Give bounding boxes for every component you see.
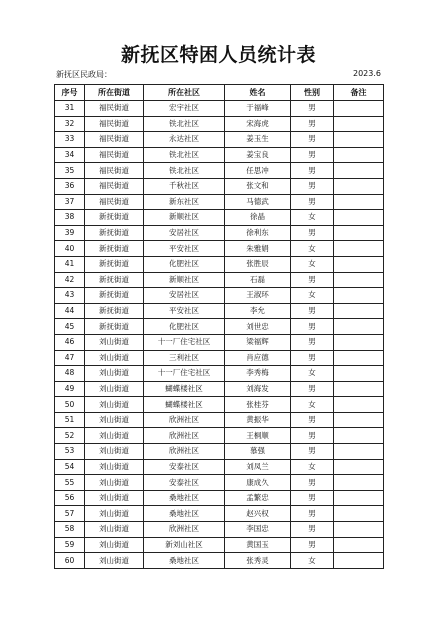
cell-street: 刘山街道 [85,490,144,506]
cell-name: 马德武 [225,194,291,210]
cell-index: 44 [55,303,85,319]
cell-street: 刘山街道 [85,397,144,413]
cell-remark [334,101,384,117]
cell-community: 欣洲社区 [144,428,225,444]
cell-remark [334,272,384,288]
cell-community: 铁北社区 [144,147,225,163]
cell-remark [334,132,384,148]
cell-index: 50 [55,397,85,413]
cell-gender: 男 [291,428,334,444]
cell-gender: 男 [291,272,334,288]
cell-street: 新抚街道 [85,210,144,226]
cell-community: 新顺社区 [144,210,225,226]
cell-remark [334,194,384,210]
cell-name: 黄国玉 [225,537,291,553]
table-row [55,210,384,226]
cell-index: 43 [55,288,85,304]
table-row [55,490,384,506]
cell-street: 福民街道 [85,163,144,179]
table-row [55,522,384,538]
cell-street: 新抚街道 [85,225,144,241]
cell-remark [334,366,384,382]
cell-gender: 男 [291,334,334,350]
cell-name: 刘世忠 [225,319,291,335]
cell-community: 千秋社区 [144,178,225,194]
cell-street: 福民街道 [85,178,144,194]
cell-remark [334,225,384,241]
table-row [55,459,384,475]
cell-index: 59 [55,537,85,553]
table-row [55,288,384,304]
cell-street: 刘山街道 [85,444,144,460]
cell-remark [334,241,384,257]
cell-community: 桑地社区 [144,553,225,569]
cell-street: 刘山街道 [85,334,144,350]
cell-name: 李秀梅 [225,366,291,382]
cell-index: 46 [55,334,85,350]
cell-street: 刘山街道 [85,428,144,444]
cell-name: 朱雅娟 [225,241,291,257]
cell-gender: 男 [291,303,334,319]
table-row [55,225,384,241]
cell-gender: 男 [291,522,334,538]
cell-index: 47 [55,350,85,366]
cell-remark [334,288,384,304]
cell-name: 孟繁忠 [225,490,291,506]
cell-gender: 女 [291,397,334,413]
cell-street: 刘山街道 [85,506,144,522]
cell-index: 38 [55,210,85,226]
cell-name: 徐利东 [225,225,291,241]
cell-name: 徐晶 [225,210,291,226]
cell-name: 于福峰 [225,101,291,117]
cell-community: 化肥社区 [144,319,225,335]
cell-street: 福民街道 [85,101,144,117]
cell-name: 李允 [225,303,291,319]
cell-remark [334,553,384,569]
cell-community: 桑地社区 [144,490,225,506]
cell-remark [334,428,384,444]
cell-index: 35 [55,163,85,179]
cell-index: 40 [55,241,85,257]
cell-street: 新抚街道 [85,319,144,335]
table-row [55,272,384,288]
cell-gender: 男 [291,381,334,397]
cell-name: 张秀灵 [225,553,291,569]
cell-community: 新顺社区 [144,272,225,288]
cell-name: 慕强 [225,444,291,460]
table-row [55,147,384,163]
table-row [55,397,384,413]
cell-community: 化肥社区 [144,256,225,272]
table-header-row [55,85,384,101]
cell-gender: 女 [291,553,334,569]
cell-index: 56 [55,490,85,506]
cell-index: 48 [55,366,85,382]
cell-street: 刘山街道 [85,350,144,366]
cell-remark [334,522,384,538]
table-row [55,163,384,179]
cell-name: 黄振华 [225,412,291,428]
table-row [55,475,384,491]
cell-name: 宋海虎 [225,116,291,132]
cell-gender: 女 [291,241,334,257]
cell-remark [334,381,384,397]
cell-remark [334,475,384,491]
cell-index: 33 [55,132,85,148]
cell-street: 福民街道 [85,116,144,132]
cell-name: 张胜辰 [225,256,291,272]
cell-gender: 男 [291,132,334,148]
cell-name: 王淑环 [225,288,291,304]
cell-gender: 女 [291,366,334,382]
cell-street: 新抚街道 [85,288,144,304]
cell-gender: 女 [291,210,334,226]
table-row [55,194,384,210]
cell-index: 45 [55,319,85,335]
cell-name: 石磊 [225,272,291,288]
cell-index: 32 [55,116,85,132]
cell-community: 欣洲社区 [144,522,225,538]
table-row [55,412,384,428]
cell-remark [334,537,384,553]
cell-community: 桑地社区 [144,506,225,522]
cell-community: 铁北社区 [144,116,225,132]
cell-street: 新抚街道 [85,241,144,257]
cell-street: 福民街道 [85,147,144,163]
header-name: 姓名 [225,85,291,101]
cell-remark [334,256,384,272]
cell-gender: 男 [291,225,334,241]
header-gender: 性别 [291,85,334,101]
cell-index: 49 [55,381,85,397]
table-row [55,444,384,460]
cell-index: 60 [55,553,85,569]
header-community: 所在社区 [144,85,225,101]
cell-remark [334,444,384,460]
cell-remark [334,397,384,413]
cell-remark [334,210,384,226]
cell-street: 刘山街道 [85,366,144,382]
issuer-label: 新抚区民政局： [56,70,112,79]
cell-index: 34 [55,147,85,163]
cell-name: 张文和 [225,178,291,194]
cell-street: 新抚街道 [85,303,144,319]
cell-street: 刘山街道 [85,381,144,397]
cell-name: 姜玉生 [225,132,291,148]
cell-street: 福民街道 [85,194,144,210]
cell-street: 刘山街道 [85,475,144,491]
cell-index: 36 [55,178,85,194]
table-row [55,553,384,569]
cell-name: 康成久 [225,475,291,491]
cell-name: 姜宝良 [225,147,291,163]
table-row [55,101,384,117]
cell-index: 37 [55,194,85,210]
cell-gender: 男 [291,490,334,506]
cell-gender: 男 [291,178,334,194]
header-index: 序号 [55,85,85,101]
table-row [55,334,384,350]
cell-index: 57 [55,506,85,522]
cell-street: 新抚街道 [85,272,144,288]
cell-remark [334,319,384,335]
cell-community: 十一厂住宅社区 [144,366,225,382]
cell-index: 52 [55,428,85,444]
table-row [55,537,384,553]
cell-name: 王桐顺 [225,428,291,444]
cell-remark [334,490,384,506]
cell-remark [334,163,384,179]
cell-name: 赵兴权 [225,506,291,522]
cell-name: 刘凤兰 [225,459,291,475]
cell-street: 刘山街道 [85,537,144,553]
cell-remark [334,334,384,350]
cell-gender: 男 [291,116,334,132]
cell-remark [334,459,384,475]
header-street: 所在街道 [85,85,144,101]
table-row [55,303,384,319]
cell-gender: 男 [291,444,334,460]
cell-index: 41 [55,256,85,272]
table-row [55,381,384,397]
cell-index: 31 [55,101,85,117]
cell-gender: 女 [291,459,334,475]
cell-gender: 男 [291,194,334,210]
cell-community: 宏宇社区 [144,101,225,117]
cell-gender: 男 [291,506,334,522]
cell-gender: 女 [291,256,334,272]
table-row [55,506,384,522]
cell-community: 十一厂住宅社区 [144,334,225,350]
cell-gender: 男 [291,537,334,553]
cell-index: 55 [55,475,85,491]
cell-community: 安居社区 [144,225,225,241]
cell-gender: 男 [291,319,334,335]
cell-gender: 男 [291,412,334,428]
cell-remark [334,412,384,428]
cell-name: 刘海发 [225,381,291,397]
cell-community: 平安社区 [144,303,225,319]
cell-community: 铁北社区 [144,163,225,179]
cell-community: 欣洲社区 [144,444,225,460]
cell-remark [334,147,384,163]
cell-community: 永达社区 [144,132,225,148]
date-label: 2023.6 [353,69,381,78]
cell-name: 任思冲 [225,163,291,179]
cell-index: 53 [55,444,85,460]
cell-index: 51 [55,412,85,428]
cell-remark [334,350,384,366]
statistics-table [54,84,384,569]
cell-index: 39 [55,225,85,241]
table-row [55,350,384,366]
cell-community: 平安社区 [144,241,225,257]
cell-remark [334,178,384,194]
cell-index: 54 [55,459,85,475]
cell-community: 安泰社区 [144,475,225,491]
cell-street: 刘山街道 [85,553,144,569]
page-title: 新抚区特困人员统计表 [120,44,316,66]
header-remark: 备注 [334,85,384,101]
table-row [55,319,384,335]
table-body [55,101,384,569]
cell-index: 42 [55,272,85,288]
cell-gender: 男 [291,350,334,366]
cell-remark [334,506,384,522]
cell-community: 三利社区 [144,350,225,366]
cell-remark [334,116,384,132]
cell-street: 新抚街道 [85,256,144,272]
table-row [55,178,384,194]
table-row [55,116,384,132]
cell-community: 安居社区 [144,288,225,304]
cell-community: 新东社区 [144,194,225,210]
cell-gender: 男 [291,101,334,117]
cell-name: 梁福辉 [225,334,291,350]
cell-community: 欣洲社区 [144,412,225,428]
table-row [55,366,384,382]
cell-community: 蝴蝶楼社区 [144,397,225,413]
cell-community: 蝴蝶楼社区 [144,381,225,397]
cell-street: 刘山街道 [85,522,144,538]
cell-remark [334,303,384,319]
table-row [55,132,384,148]
cell-name: 张桂芬 [225,397,291,413]
cell-street: 刘山街道 [85,412,144,428]
cell-gender: 男 [291,475,334,491]
cell-street: 刘山街道 [85,459,144,475]
table-row [55,241,384,257]
table-row [55,256,384,272]
cell-community: 安泰社区 [144,459,225,475]
table-row [55,428,384,444]
cell-gender: 女 [291,288,334,304]
cell-community: 新刘山社区 [144,537,225,553]
cell-gender: 男 [291,163,334,179]
cell-street: 福民街道 [85,132,144,148]
cell-name: 李国忠 [225,522,291,538]
cell-gender: 男 [291,147,334,163]
cell-name: 肖应德 [225,350,291,366]
cell-index: 58 [55,522,85,538]
